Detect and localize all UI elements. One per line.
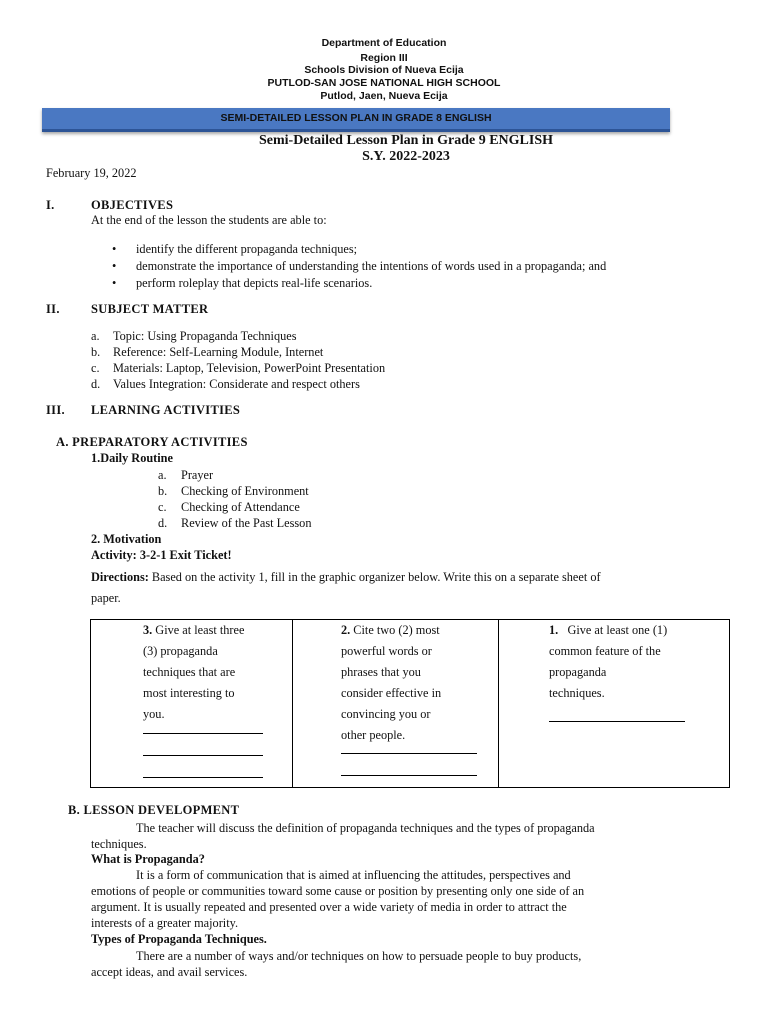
- answer-blank[interactable]: [341, 762, 477, 776]
- routine-letter: a.: [158, 468, 167, 482]
- document-date: February 19, 2022: [46, 166, 137, 180]
- organizer-prompt-line: consider effective in: [341, 686, 442, 700]
- objective-item: • demonstrate the importance of understanding the intentions of words used in a propaganda; and: [136, 259, 606, 274]
- subject-item-letter: d.: [91, 377, 101, 391]
- organizer-prompt-line: common feature of the: [549, 644, 661, 658]
- organizer-prompt-line: most interesting to: [143, 686, 235, 700]
- subject-item-letter: a.: [91, 329, 100, 343]
- school-year: S.Y. 2022-2023: [362, 149, 450, 164]
- organizer-prompt-line: convincing you or: [341, 707, 431, 721]
- objective-item: • identify the different propaganda techniques;: [136, 242, 357, 257]
- learning-number: III.: [46, 403, 65, 417]
- types-heading: Types of Propaganda Techniques.: [91, 932, 267, 946]
- preparatory-heading: A. PREPARATORY ACTIVITIES: [56, 435, 248, 449]
- organizer-number: 2.: [341, 623, 351, 637]
- routine-item: Checking of Attendance: [181, 500, 300, 514]
- organizer-column-3: [499, 620, 730, 788]
- directions-label: Directions:: [91, 570, 149, 584]
- organizer-number: 3.: [143, 623, 153, 637]
- graphic-organizer: [90, 619, 730, 788]
- header-division: Schools Division of Nueva Ecija: [304, 64, 464, 76]
- routine-item: Review of the Past Lesson: [181, 516, 312, 530]
- definition-paragraph-cont: argument. It is usually repeated and presented over a wide variety of media in order to attract the: [91, 900, 567, 914]
- routine-item: Prayer: [181, 468, 214, 482]
- what-is-propaganda-heading: What is Propaganda?: [91, 852, 205, 866]
- answer-blank[interactable]: [143, 764, 263, 778]
- subject-item-text: Values Integration: Considerate and respect others: [113, 377, 360, 391]
- organizer-prompt-line: phrases that you: [341, 665, 421, 679]
- organizer-prompt-line: propaganda: [549, 665, 607, 679]
- organizer-prompt-line: (3) propaganda: [143, 644, 218, 658]
- organizer-column-2: [293, 620, 499, 788]
- definition-paragraph: It is a form of communication that is aimed at influencing the attitudes, perspectives and: [136, 868, 571, 882]
- lesson-development-heading: B. LESSON DEVELOPMENT: [68, 803, 240, 817]
- organizer-number: 1.: [549, 623, 559, 637]
- document-title: Semi-Detailed Lesson Plan in Grade 9 ENGLISH: [258, 133, 554, 148]
- subject-item-text: Materials: Laptop, Television, PowerPoint Presentation: [113, 361, 386, 375]
- organizer-column-1: [91, 620, 293, 788]
- objective-item: • perform roleplay that depicts real-life scenarios.: [136, 276, 372, 291]
- subject-item-text: Topic: Using Propaganda Techniques: [113, 329, 297, 343]
- daily-routine-heading: 1.Daily Routine: [91, 451, 173, 465]
- objectives-number: I.: [46, 198, 55, 212]
- header-school: PUTLOD-SAN JOSE NATIONAL HIGH SCHOOL: [267, 77, 501, 89]
- learning-heading: LEARNING ACTIVITIES: [91, 403, 241, 417]
- objectives-intro: At the end of the lesson the students are able to:: [91, 213, 327, 227]
- header-department: Department of Education: [321, 37, 447, 49]
- subject-item-text: Reference: Self-Learning Module, Internet: [113, 345, 324, 359]
- subject-matter-number: II.: [46, 302, 60, 316]
- subject-matter-heading: SUBJECT MATTER: [91, 302, 209, 316]
- header-region: Region III: [360, 52, 408, 64]
- activity-title: Activity: 3-2-1 Exit Ticket!: [91, 548, 232, 562]
- subject-item-letter: c.: [91, 361, 100, 375]
- routine-item: Checking of Environment: [181, 484, 309, 498]
- lesson-paragraph: The teacher will discuss the definition of propaganda techniques and the types of propaganda: [136, 821, 595, 835]
- organizer-prompt-line: powerful words or: [341, 644, 432, 658]
- directions-text: Based on the activity 1, fill in the graphic organizer below. Write this on a separate sheet of: [148, 570, 601, 584]
- title-banner: SEMI-DETAILED LESSON PLAN IN GRADE 8 ENGLISH: [42, 108, 670, 132]
- routine-letter: b.: [158, 484, 168, 498]
- objectives-heading: OBJECTIVES: [91, 198, 174, 212]
- answer-blank[interactable]: [143, 742, 263, 756]
- routine-letter: c.: [158, 500, 167, 514]
- organizer-prompt: 2. Cite two (2) most: [341, 623, 440, 637]
- subject-item-letter: b.: [91, 345, 101, 359]
- lesson-paragraph-cont: techniques.: [91, 837, 147, 851]
- definition-paragraph-cont: interests of a greater majority.: [91, 916, 239, 930]
- directions-continuation: paper.: [91, 591, 121, 605]
- types-paragraph: There are a number of ways and/or techniques on how to persuade people to buy products,: [136, 949, 582, 963]
- organizer-prompt: 3. Give at least three: [143, 623, 245, 637]
- header-address: Putlod, Jaen, Nueva Ecija: [320, 90, 448, 102]
- directions-line: [91, 570, 601, 585]
- definition-paragraph-cont: emotions of people or communities toward some cause or position by presenting only one side of an: [91, 884, 585, 898]
- routine-letter: d.: [158, 516, 168, 530]
- organizer-prompt: 1. Give at least one (1): [549, 623, 668, 637]
- organizer-prompt-line: other people.: [341, 728, 406, 742]
- types-paragraph-cont: accept ideas, and avail services.: [91, 965, 248, 979]
- answer-blank[interactable]: [549, 708, 685, 722]
- motivation-heading: 2. Motivation: [91, 532, 162, 546]
- organizer-prompt-line: you.: [143, 707, 165, 721]
- organizer-prompt-line: techniques that are: [143, 665, 236, 679]
- organizer-prompt-line: techniques.: [549, 686, 605, 700]
